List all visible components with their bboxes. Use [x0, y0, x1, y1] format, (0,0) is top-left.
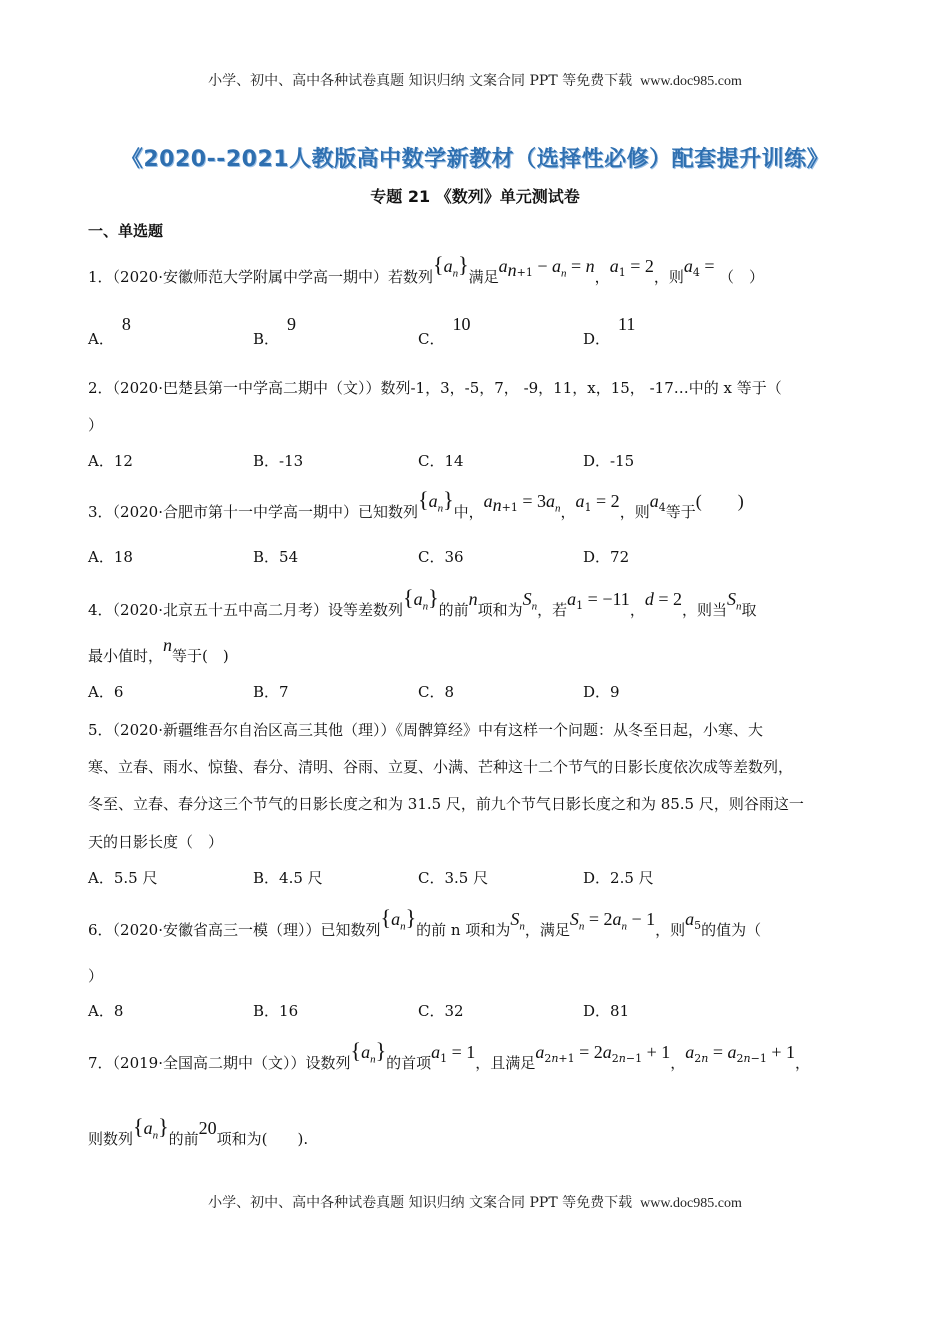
question-1: 1．（2020·安徽师范大学附属中学高一期中）若数列$\{a_n\}$满足$a_{n+1} - a_n = n$，$a_1 = 2$，则$a_4$ = （ ）	[88, 252, 765, 286]
q2-option-a[interactable]: A．12	[88, 452, 133, 470]
question-5-line-3: 冬至、立春、春分这三个节气的日影长度之和为 31.5 尺，前九个节气日影长度之和为 85.5 尺，则谷雨这一	[88, 795, 804, 813]
footer-text: 小学、初中、高中各种试卷真题 知识归纳 文案合同 PPT 等免费下载	[208, 1195, 633, 1211]
page-footer	[0, 1192, 950, 1212]
footer-site[interactable]: www.doc985.com	[640, 1196, 742, 1211]
question-2: 2．（2020·巴楚县第一中学高二期中（文））数列-1，3，-5，7， -9，11，x，15， -17…中的 x 等于（	[88, 379, 782, 397]
header-text: 小学、初中、高中各种试卷真题 知识归纳 文案合同 PPT 等免费下载	[208, 73, 633, 89]
q2-option-c[interactable]: C．14	[418, 452, 464, 470]
question-5-line-2: 寒、立春、雨水、惊蛰、春分、清明、谷雨、立夏、小满、芒种这十二个节气的日影长度依次成等差数列，	[88, 758, 794, 776]
q5-option-c[interactable]: C．3.5 尺	[418, 869, 489, 887]
q3-option-c[interactable]: C．36	[418, 548, 464, 566]
q6-option-b[interactable]: B．16	[253, 1002, 299, 1020]
question-2-cont: ）	[88, 416, 104, 434]
question-5-line-1: 5．（2020·新疆维吾尔自治区高三其他（理））《周髀算经》中有这样一个问题：从冬至日起，小寒、大	[88, 721, 763, 739]
q4-option-a[interactable]: A．6	[88, 683, 124, 701]
document-subtitle: 专题 21 《数列》单元测试卷	[370, 187, 580, 206]
header-site[interactable]: www.doc985.com	[640, 74, 742, 89]
q2-option-b[interactable]: B．-13	[253, 452, 304, 470]
page-header	[0, 70, 950, 90]
q1-option-b[interactable]: B．9	[253, 314, 297, 348]
question-6-cont: ）	[88, 967, 104, 985]
q6-option-c[interactable]: C．32	[418, 1002, 464, 1020]
question-5-line-4: 天的日影长度（ ）	[88, 833, 224, 851]
q4-option-c[interactable]: C．8	[418, 683, 455, 701]
q5-option-a[interactable]: A．5.5 尺	[88, 869, 158, 887]
q4-option-d[interactable]: D．9	[583, 683, 620, 701]
q1-option-a[interactable]: A．8	[88, 314, 131, 348]
question-4: 4．（2020·北京五十五中高二月考）设等差数列$\{a_n\}$的前n项和为$S_n$，若$a_1 = -11$，d = 2，则当$S_n$取	[88, 585, 757, 619]
question-7-cont: 则数列$\{a_n\}$的前20项和为( ).	[88, 1114, 309, 1148]
section-heading: 一、单选题	[88, 222, 164, 240]
q3-option-d[interactable]: D．72	[583, 548, 630, 566]
q6-option-a[interactable]: A．8	[88, 1002, 124, 1020]
q5-option-b[interactable]: B．4.5 尺	[253, 869, 323, 887]
question-3: 3．（2020·合肥市第十一中学高一期中）已知数列$\{a_n\}$中，$a_{n+1} = 3a_n$，$a_1 = 2$，则$a_4$等于( )	[88, 487, 744, 521]
q1-option-d[interactable]: D．11	[583, 314, 636, 348]
q5-option-d[interactable]: D．2.5 尺	[583, 869, 654, 887]
q6-option-d[interactable]: D．81	[583, 1002, 630, 1020]
q1-option-c[interactable]: C．10	[418, 314, 471, 348]
question-6: 6．（2020·安徽省高三一模（理））已知数列$\{a_n\}$的前 n 项和为$S_n$，满足$S_n = 2a_n - 1$，则$a_5$的值为（	[88, 905, 762, 939]
document-title: 《2020--2021人教版高中数学新教材（选择性必修）配套提升训练》	[120, 147, 830, 172]
question-7: 7．（2019·全国高二期中（文））设数列$\{a_n\}$的首项$a_1 = 1$，且满足$a_{2n+1} = 2a_{2n-1} + 1$，$a_{2n} = a_{2n-1} + 1$，	[88, 1038, 810, 1072]
question-4-cont: 最小值时，n等于( )	[88, 635, 229, 665]
q2-option-d[interactable]: D．-15	[583, 452, 635, 470]
q3-option-a[interactable]: A．18	[88, 548, 133, 566]
q4-option-b[interactable]: B．7	[253, 683, 289, 701]
q3-option-b[interactable]: B．54	[253, 548, 299, 566]
